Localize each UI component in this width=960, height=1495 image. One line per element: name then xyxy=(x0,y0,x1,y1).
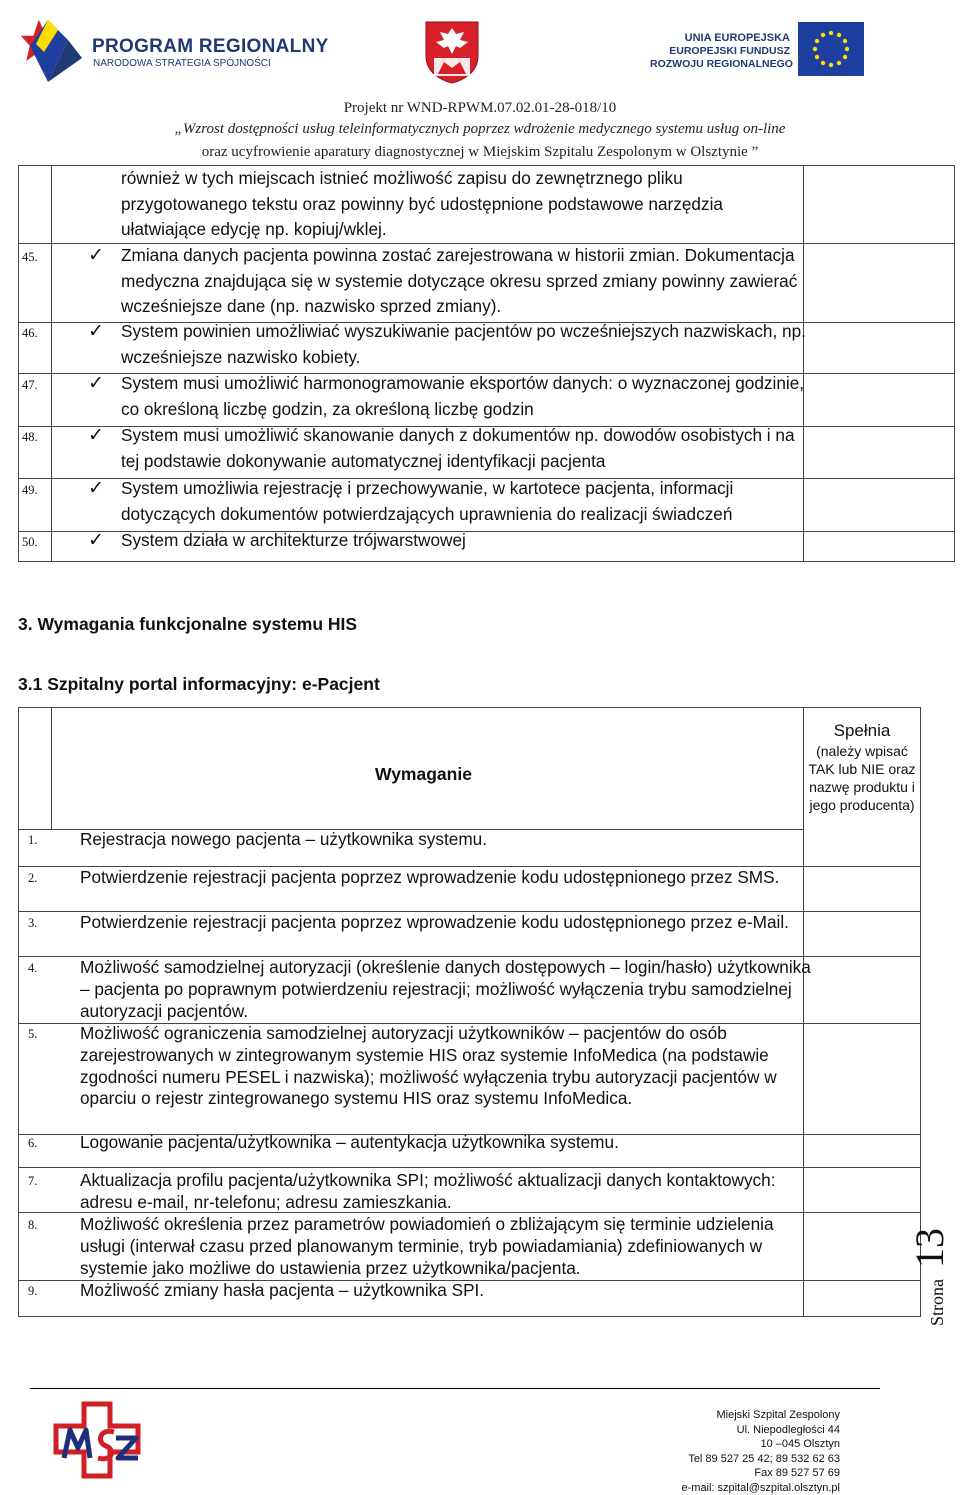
program-title: PROGRAM REGIONALNY xyxy=(92,36,329,58)
project-number: Projekt nr WND-RPWM.07.02.01-28-018/10 xyxy=(0,100,960,117)
project-title-line-2: oraz ucyfrowienie aparatury diagnostycznej w Miejskim Szpitalu Zespolonym w Olsztynie ” xyxy=(0,144,960,161)
table-row-number: 1. xyxy=(28,833,37,848)
check-icon: ✓ xyxy=(88,477,104,499)
footer-email[interactable]: e-mail: szpital@szpital.olsztyn.pl xyxy=(640,1481,840,1495)
page-number-text: 13 xyxy=(907,1228,952,1268)
table-row-number: 45. xyxy=(22,250,38,265)
page-number-label xyxy=(905,1216,959,1328)
table2-col-divider-inner xyxy=(51,708,52,829)
table-row-number: 48. xyxy=(22,430,38,445)
table-row-text: Zmiana danych pacjenta powinna zostać zarejestrowana w historii zmian. Dokumentacja medyczna znajdująca się w systemie dotyczące okresu sprzed zmiany powinny zawierać wcześniejsze dane (np. nazwisko sprzed zmiany). xyxy=(121,243,811,320)
table-row xyxy=(18,867,818,911)
table-row-number: 2. xyxy=(28,871,37,886)
table1-col-divider-1 xyxy=(51,166,52,561)
hospital-address xyxy=(640,1408,840,1495)
eu-line-3: ROZWOJU REGIONALNEGO xyxy=(650,58,790,71)
table-row-number: 3. xyxy=(28,916,37,931)
page-label-text: Strona xyxy=(927,1279,947,1326)
table-row xyxy=(18,912,818,956)
eagle-crest-icon xyxy=(424,20,480,84)
table-row-number: 5. xyxy=(28,1027,37,1042)
section-heading: 3. Wymagania funkcjonalne systemu HIS xyxy=(18,614,357,635)
footer-org: Miejski Szpital Zespolony xyxy=(640,1408,840,1423)
table1-continuation-text: również w tych miejscach istnieć możliwość zapisu do zewnętrznego pliku przygotowanego tekstu oraz powinny być udostępnione podstawowe narzędzia ułatwiające edycję np. kopiuj/wklej. xyxy=(121,166,811,243)
eu-flag xyxy=(798,22,864,76)
table-row-text: System umożliwia rejestrację i przechowywanie, w kartotece pacjenta, informacji dotyczących dokumentów potwierdzających uprawnienia do realizacji świadczeń xyxy=(121,476,811,527)
table-row xyxy=(18,957,818,1023)
check-icon: ✓ xyxy=(88,529,104,551)
table-row-number: 50. xyxy=(22,535,38,550)
table-row xyxy=(18,1280,818,1304)
table-row-text: System musi umożliwić harmonogramowanie eksportów danych: o wyznaczonej godzinie, co określoną liczbę godzin, za określoną liczbę godzin xyxy=(121,371,811,422)
footer-divider xyxy=(30,1388,880,1389)
table-row xyxy=(18,829,818,853)
table-row-text: System powinien umożliwiać wyszukiwanie pacjentów po wcześniejszych nazwiskach, np. wcześniejsze nazwisko kobiety. xyxy=(121,319,811,370)
table-row-number: 8. xyxy=(28,1218,37,1233)
table-row-text: Możliwość zmiany hasła pacjenta – użytkownika SPI. xyxy=(80,1280,818,1302)
footer-street: Ul. Niepodległości 44 xyxy=(640,1423,840,1438)
table-row-text: Możliwość określenia przez parametrów powiadomień o zbliżającym się terminie udzielenia usługi (interwał czasu przed planowanym terminie, tryb powiadamiania) zdefiniowanych w systemie jako możliwe do ustawienia przez użytkownika/pacjenta. xyxy=(80,1214,818,1279)
table-row-text: Logowanie pacjenta/użytkownika – autentykacja użytkownika systemu. xyxy=(80,1132,818,1154)
nss-star-icon xyxy=(18,6,98,86)
table-row-number: 6. xyxy=(28,1136,37,1151)
check-icon: ✓ xyxy=(88,424,104,446)
table-row xyxy=(18,1132,818,1156)
meets-header-note: (należy wpisać TAK lub NIE oraz nazwę produktu i jego producenta) xyxy=(803,742,921,814)
table-row-text: Możliwość samodzielnej autoryzacji (określenie danych dostępowych – login/hasło) użytkownika – pacjenta po poprawnym potwierdzeniu rejestracji; możliwość wyłączenia trybu samodzielnej autoryzacji pacjentów. xyxy=(80,957,818,1022)
eu-line-1: UNIA EUROPEJSKA xyxy=(650,32,790,45)
hospital-cross-icon xyxy=(50,1400,145,1480)
project-title-line-1: „Wzrost dostępności usług teleinformatycznych poprzez wdrożenie medycznego systemu usług on-line xyxy=(0,121,960,138)
table2-row-divider xyxy=(19,1167,920,1168)
table-row-text: Aktualizacja profilu pacjenta/użytkownika SPI; możliwość aktualizacji danych kontaktowych: adresu e-mail, nr-telefonu; adresu zamieszkania. xyxy=(80,1170,818,1214)
table-row-number: 4. xyxy=(28,961,37,976)
table-row xyxy=(18,1214,818,1280)
table-row-number: 7. xyxy=(28,1174,37,1189)
program-subtitle: NARODOWA STRATEGIA SPÓJNOŚCI xyxy=(93,58,271,69)
eu-fund-text xyxy=(650,32,790,71)
table-row-number: 47. xyxy=(22,378,38,393)
meets-header-title: Spełnia xyxy=(803,720,921,742)
table-row-text: System działa w architekturze trójwarstwowej xyxy=(121,528,811,554)
table-row-text: Potwierdzenie rejestracji pacjenta poprzez wprowadzenie kodu udostępnionego przez SMS. xyxy=(80,867,818,889)
check-icon: ✓ xyxy=(88,244,104,266)
check-icon: ✓ xyxy=(88,372,104,394)
regional-crest xyxy=(424,20,480,84)
table-row-number: 49. xyxy=(22,483,38,498)
footer-fax: Fax 89 527 57 69 xyxy=(640,1466,840,1481)
footer-tel: Tel 89 527 25 42; 89 532 62 63 xyxy=(640,1452,840,1467)
msz-logo xyxy=(50,1400,145,1480)
eu-line-2: EUROPEJSKI FUNDUSZ xyxy=(650,45,790,58)
table-row-number: 9. xyxy=(28,1284,37,1299)
table-row-text: System musi umożliwić skanowanie danych z dokumentów np. dowodów osobistych i na tej podstawie dokonywanie automatycznej identyfikacji pacjenta xyxy=(121,423,811,474)
table-row-text: Rejestracja nowego pacjenta – użytkownika systemu. xyxy=(80,829,818,851)
subsection-heading: 3.1 Szpitalny portal informacyjny: e-Pacjent xyxy=(18,674,380,695)
table-row-number: 46. xyxy=(22,326,38,341)
table-row-text: Potwierdzenie rejestracji pacjenta poprzez wprowadzenie kodu udostępnionego przez e-Mail. xyxy=(80,912,818,934)
footer-city: 10 –045 Olsztyn xyxy=(640,1437,840,1452)
table-row xyxy=(18,1023,818,1133)
table-row-text: Możliwość ograniczenia samodzielnej autoryzacji użytkowników – pacjentów do osób zarejestrowanych w zintegrowanym systemie HIS oraz systemie InfoMedica (na podstawie zgodności numeru PESEL i nazwiska); możliwość wyłączenia trybu autoryzacji pacjentów w oparciu o rejestr zintegrowanego systemu HIS oraz systemu InfoMedica. xyxy=(80,1023,818,1110)
table-row xyxy=(18,1170,818,1214)
eu-flag-icon xyxy=(798,22,864,76)
meets-column-header xyxy=(803,720,921,814)
requirement-column-header: Wymaganie xyxy=(375,764,472,785)
check-icon: ✓ xyxy=(88,320,104,342)
